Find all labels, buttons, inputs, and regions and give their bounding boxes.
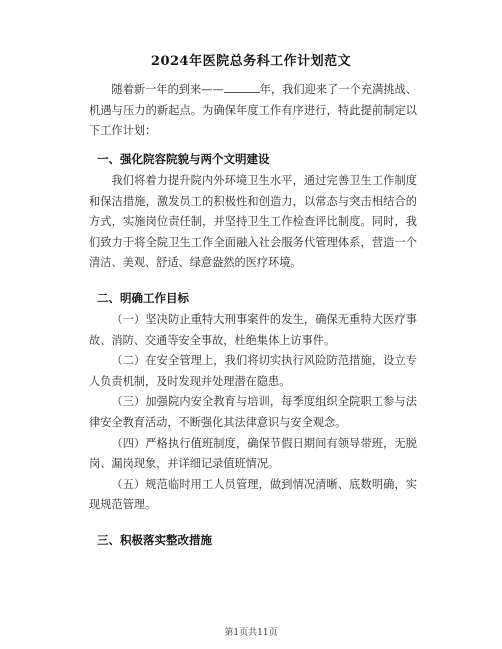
section-heading-1: 一、强化院容院貌与两个文明建设: [97, 152, 270, 166]
section-2-body: [89, 310, 417, 516]
section-2-item-3: （三）加强院内安全教育与培训，每季度组织全院职工参与法律安全教育活动，不断强化其法律意识与安全观念。: [89, 395, 417, 429]
section-2-item-1: （一）坚决防止重特大刑事案件的发生，确保无重特大医疗事故、消防、交通等安全事故，杜绝集体上访事件。: [89, 313, 417, 347]
intro-paragraph: [89, 80, 417, 142]
intro-text: [89, 80, 417, 142]
section-heading-2: 二、明确工作目标: [97, 291, 189, 305]
section-2-item-4: （四）严格执行值班制度，确保节假日期间有领导带班，无脱岗、漏岗现象，并详细记录值班情况。: [89, 436, 417, 471]
year-blank: [224, 81, 260, 93]
section-2-item-2: （二）在安全管理上，我们将切实执行风险防范措施，设立专人负责机制，及时发现并处理潜在隐患。: [89, 354, 417, 388]
intro-text-start: 随着新一年的到来——: [111, 83, 224, 96]
page-footer: 第1页共11页: [224, 628, 278, 638]
section-heading-3: 三、积极落实整改措施: [97, 533, 212, 547]
section-1-paragraph-1: 我们将着力提升院内外环境卫生水平，通过完善卫生工作制度和保洁措施，激发员工的积极性和创造力，以常态与突击相结合的方式，实施岗位责任制，并坚持卫生工作检查评比制度。同时，我们致力于将全院卫生工作全面融入社会服务代管理体系，营造一个清洁、美观、舒适、绿意盎然的医疗环境。: [89, 174, 417, 270]
section-1-body: [89, 171, 417, 274]
section-2-item-5: （五）规范临时用工人员管理，做到情况清晰、底数明确，实现规范管理。: [89, 477, 417, 512]
document-title: 2024年医院总务科工作计划范文: [150, 54, 352, 69]
intro-text-end: 年，我们迎来了一个充满挑战、机遇与压力的新起点。为确保年度工作有序进行，特此提前制定以下工作计划：: [89, 83, 417, 138]
